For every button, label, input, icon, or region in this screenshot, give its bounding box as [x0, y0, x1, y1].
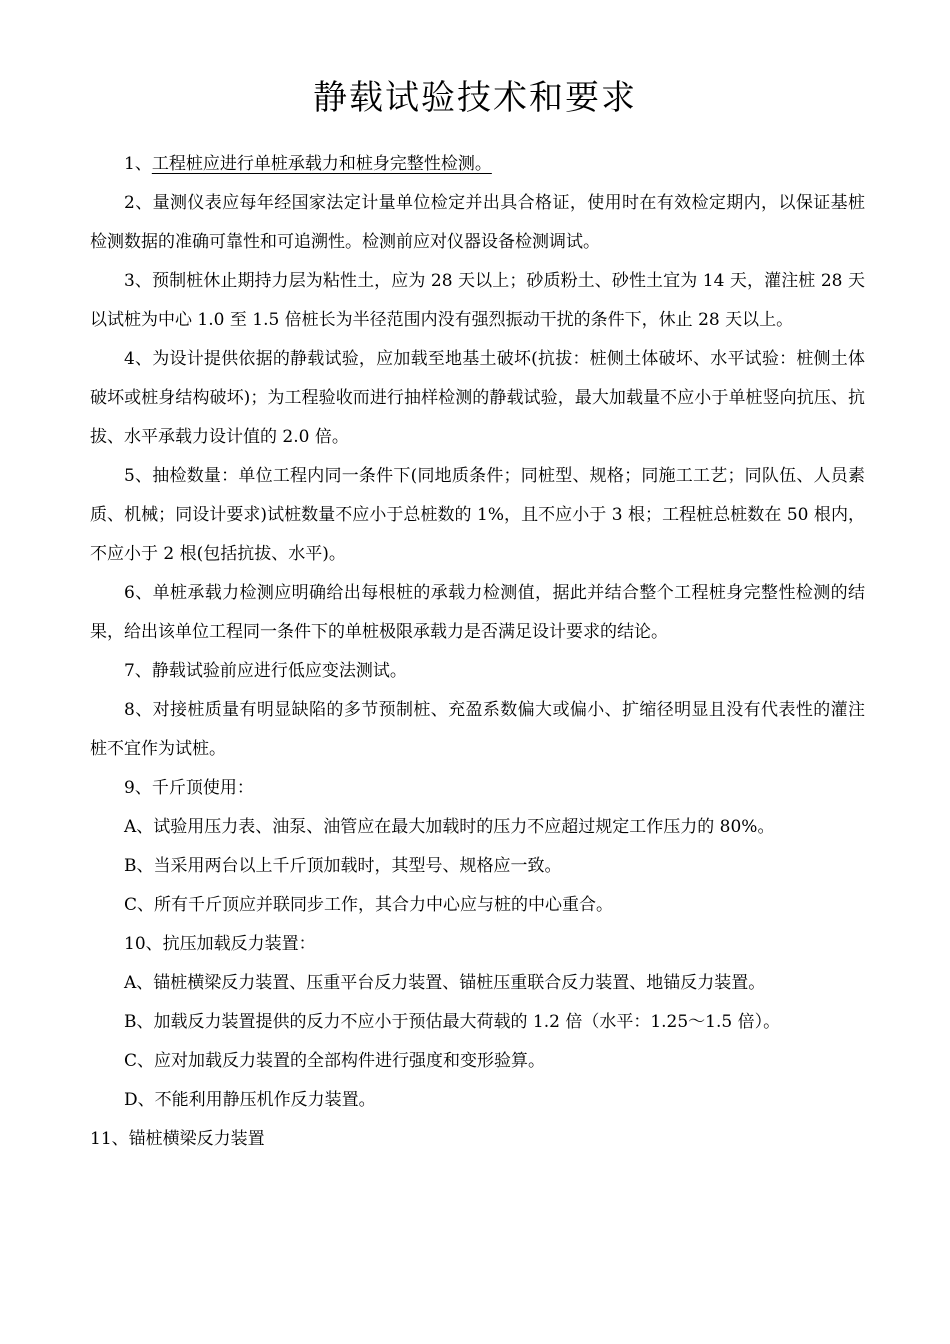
paragraph-9a: A、试验用压力表、油泵、油管应在最大加载时的压力不应超过规定工作压力的 80%。 — [124, 817, 775, 837]
paragraph-3: 3、预制桩休止期持力层为粘性土，应为 28 天以上；砂质粉土、砂性土宜为 14 天，灌注桩 28 天以试桩为中心 1.0 至 1.5 倍桩长为半径范围内没有强烈振动干扰的条件下，休止 28 天以上。 — [90, 271, 865, 330]
paragraph-9: 9、千斤顶使用： — [124, 778, 254, 798]
paragraph-11: 11、锚桩横梁反力装置 — [90, 1129, 265, 1149]
paragraph-7: 7、静载试验前应进行低应变法测试。 — [124, 661, 407, 681]
paragraph-9c: C、所有千斤顶应并联同步工作，其合力中心应与桩的中心重合。 — [124, 895, 614, 915]
paragraph-10a: A、锚桩横梁反力装置、压重平台反力装置、锚桩压重联合反力装置、地锚反力装置。 — [124, 973, 766, 993]
paragraph-5: 5、抽检数量：单位工程内同一条件下(同地质条件；同桩型、规格；同施工工艺；同队伍、人员素质、机械；同设计要求)试桩数量不应小于总桩数的 1%，且不应小于 3 根；工程桩总桩数在 50 根内，不应小于 2 根(包括抗拔、水平)。 — [90, 466, 865, 564]
paragraph-1 — [90, 145, 865, 184]
paragraph-1-number: 1、 — [124, 154, 152, 174]
paragraph-9b: B、当采用两台以上千斤顶加载时，其型号、规格应一致。 — [124, 856, 562, 876]
paragraph-10: 10、抗压加载反力装置： — [124, 934, 316, 954]
paragraph-10d: D、不能利用静压机作反力装置。 — [124, 1090, 376, 1110]
paragraph-2: 2、量测仪表应每年经国家法定计量单位检定并出具合格证，使用时在有效检定期内，以保证基桩检测数据的准确可靠性和可追溯性。检测前应对仪器设备检测调试。 — [90, 193, 865, 252]
paragraph-10c: C、应对加载反力装置的全部构件进行强度和变形验算。 — [124, 1051, 546, 1071]
paragraph-6: 6、单桩承载力检测应明确给出每根桩的承载力检测值，据此并结合整个工程桩身完整性检测的结果，给出该单位工程同一条件下的单桩极限承载力是否满足设计要求的结论。 — [90, 583, 865, 642]
paragraph-10b: B、加载反力装置提供的反力不应小于预估最大荷载的 1.2 倍（水平：1.25～1.5 倍）。 — [124, 1012, 781, 1032]
paragraph-4: 4、为设计提供依据的静载试验，应加载至地基土破坏(抗拔：桩侧土体破坏、水平试验：桩侧土体破坏或桩身结构破坏)；为工程验收而进行抽样检测的静载试验，最大加载量不应小于单桩竖向抗压、抗拔、水平承载力设计值的 2.0 倍。 — [90, 349, 865, 447]
document-title: 静载试验技术和要求 — [313, 78, 637, 118]
document-body — [90, 145, 865, 1159]
paragraph-8: 8、对接桩质量有明显缺陷的多节预制桩、充盈系数偏大或偏小、扩缩径明显且没有代表性的灌注桩不宜作为试桩。 — [90, 700, 865, 759]
paragraph-1-text: 工程桩应进行单桩承载力和桩身完整性检测。 — [151, 154, 492, 174]
